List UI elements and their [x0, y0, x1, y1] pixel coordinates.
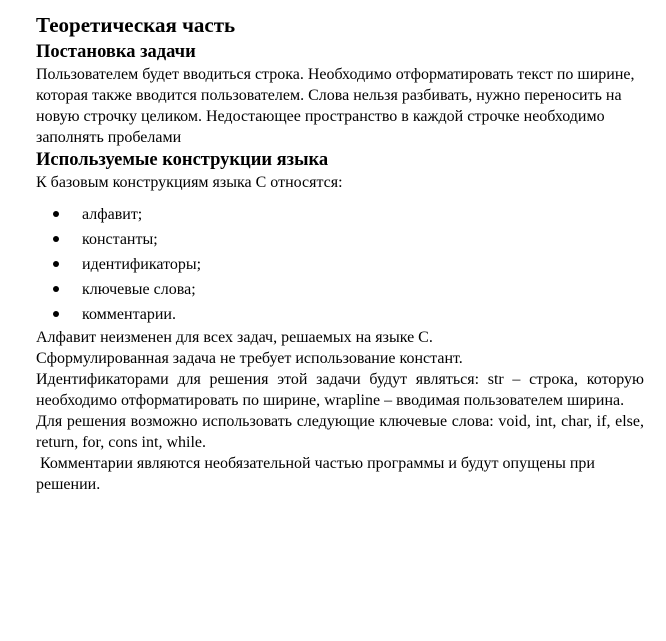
list-item-text: ключевые слова;: [82, 281, 196, 298]
list-item-text: комментарии.: [82, 306, 176, 323]
bullet-icon: [53, 211, 59, 217]
task-description: Пользователем будет вводиться строка. Необходимо отформатировать текст по ширине, которая также вводится пользователем. Слова нельзя разбивать, нужно переносить на новую строчку целиком. Недостающее пространство в каждой строчке необходимо заполнять пробелами: [36, 66, 635, 146]
constants-paragraph: Сформулированная задача не требует использование констант.: [36, 350, 463, 367]
bullet-icon: [53, 311, 59, 317]
list-item-text: константы;: [82, 231, 158, 248]
bullet-icon: [53, 236, 59, 242]
comments-paragraph: Комментарии являются необязательной частью программы и будут опущены при решении.: [36, 455, 599, 493]
keywords-paragraph: Для решения возможно использовать следующие ключевые слова: void, int, char, if, else, return, for, cons int, while.: [36, 413, 644, 451]
identifiers-paragraph: Идентификаторами для решения этой задачи будут являться: str – строка, которую необходимо отформатировать по ширине, wrapline – вводимая пользователем ширина.: [36, 371, 644, 409]
list-item: [53, 227, 644, 252]
constructs-list: [36, 202, 644, 327]
bullet-icon: [53, 286, 59, 292]
list-item: [53, 277, 644, 302]
bullet-icon: [53, 261, 59, 267]
constructs-heading: Используемые конструкции языка: [36, 150, 329, 170]
document-page: [36, 10, 644, 495]
task-heading: Постановка задачи: [36, 42, 196, 62]
list-item-text: алфавит;: [82, 206, 143, 223]
list-item-text: идентификаторы;: [82, 256, 202, 273]
list-item: [53, 202, 644, 227]
list-item: [53, 302, 644, 327]
list-item: [53, 252, 644, 277]
alphabet-paragraph: Алфавит неизменен для всех задач, решаемых на языке С.: [36, 329, 433, 346]
constructs-intro: К базовым конструкциям языка С относятся:: [36, 174, 343, 191]
document-title: Теоретическая часть: [36, 13, 236, 37]
